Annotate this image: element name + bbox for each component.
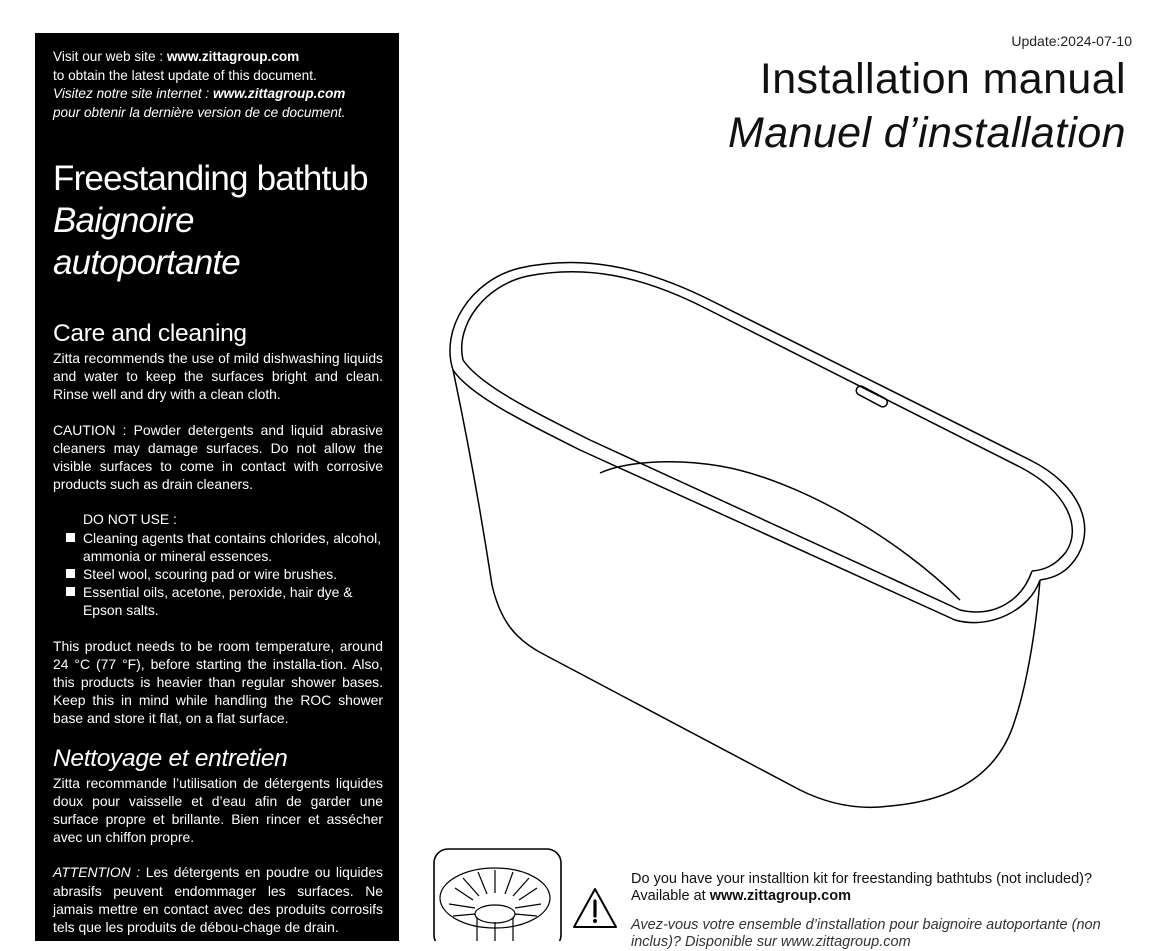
kit-website-link[interactable]: www.zittagroup.com <box>709 888 851 904</box>
care-paragraph: Zitta recommends the use of mild dishwashing liquids and water to keep the surfaces bright and clean. Rinse well and dry with a clean cloth. <box>53 350 383 403</box>
web-prefix-en: Visit our web site : <box>53 49 167 64</box>
list-item: Steel wool, scouring pad or wire brushes. <box>53 565 383 583</box>
caution-paragraph: CAUTION : Powder detergents and liquid abrasive cleaners may damage surfaces. Do not allow the visible surfaces to come in contact with corrosive products such as drain cleaners. <box>53 421 383 493</box>
list-item: Essential oils, acetone, peroxide, hair dye & Epson salts. <box>53 583 383 619</box>
product-title <box>53 158 383 284</box>
page-title-en: Installation manual <box>759 55 1126 103</box>
website-link-en[interactable]: www.zittagroup.com <box>166 49 300 64</box>
fr-caution-text: Les détergents en poudre ou liquides abrasifs peuvent endommager les surfaces. Ne jamais mettre en contact avec des produits corrosifs tels que les produits de débou-chage de drain. <box>53 864 383 936</box>
web-prefix-fr: Visitez notre site internet : <box>53 86 213 101</box>
bathtub-illustration <box>430 250 1100 810</box>
kit-question-text: Do you have your installtion kit for freestanding bathtubs (not included)? <box>631 871 1093 887</box>
update-date: Update:2024-07-10 <box>1011 33 1132 49</box>
website-link-fr[interactable]: www.zittagroup.com <box>212 86 346 101</box>
care-heading: Care and cleaning <box>53 320 247 347</box>
product-title-en: Freestanding bathtub <box>53 159 368 198</box>
website-note <box>53 48 383 122</box>
fr-care-paragraph: Zitta recommande l’utilisation de détergents liquides doux pour vaisselle et d’eau afin de garder une surface propre et brillante. Bien rincer et assécher avec un chiffon propre. <box>53 774 383 846</box>
fr-heading: Nettoyage et entretien <box>53 744 288 772</box>
installation-kit-illustration <box>433 848 563 941</box>
do-not-use-list <box>53 529 383 620</box>
kit-question-en <box>631 871 1092 905</box>
temperature-paragraph: This product needs to be room temperature, around 24 °C (77 °F), before starting the installa-tion. Also, this products is heavier than regular shower bases. Keep this in mind while handling the ROC shower base and store it flat, on a flat surface. <box>53 637 383 727</box>
page-title-fr: Manuel d’installation <box>727 109 1126 157</box>
kit-available-prefix: Available at <box>631 888 710 904</box>
do-not-use-title: DO NOT USE : <box>83 511 177 528</box>
product-title-fr: Baignoire autoportante <box>53 201 240 282</box>
fr-caution-paragraph <box>53 863 383 936</box>
list-item: Cleaning agents that contains chlorides, alcohol, ammonia or mineral essences. <box>53 529 383 565</box>
web-suffix-fr: pour obtenir la dernière version de ce document. <box>53 104 346 120</box>
fr-caution-label: ATTENTION : <box>53 864 141 881</box>
sidebar <box>35 33 399 941</box>
web-suffix-en: to obtain the latest update of this document. <box>53 67 317 83</box>
warning-icon <box>571 886 619 930</box>
kit-question-fr: Avez-vous votre ensemble d’installation pour baignoire autoportante (non inclus)? Disponible sur www.zittagroup.com <box>631 917 1101 950</box>
